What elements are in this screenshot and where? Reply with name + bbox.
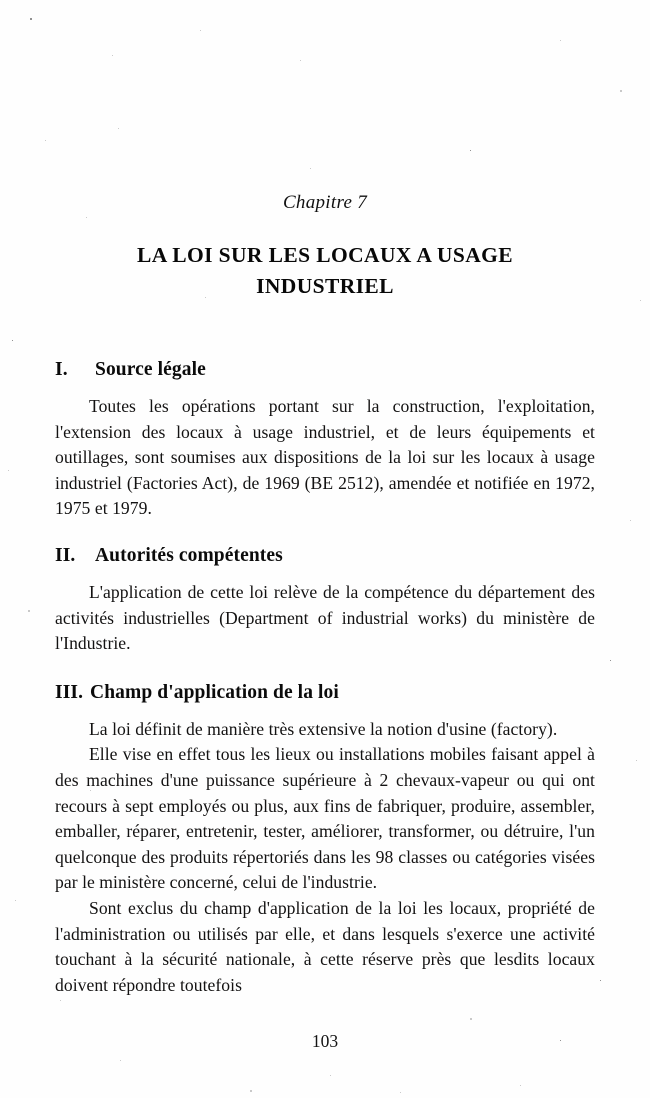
scan-speckle — [15, 900, 16, 901]
section-numeral-1: I. — [55, 359, 68, 381]
paragraph: Toutes les opérations portant sur la construction, l'exploitation, l'extension des locaux à usage industriel, et de leurs équipements et outillages, sont soumises aux dispositions de la loi sur les locaux à usage industriel (Factories Act), de 1969 (BE 2512), amendée et notifiée en 1972, 1975 et 1979. — [55, 396, 595, 519]
page-title-line-1: LA LOI SUR LES LOCAUX A USAGE — [136, 243, 513, 267]
scan-speckle — [400, 1092, 401, 1093]
page-number: 103 — [311, 1031, 339, 1051]
scan-speckle — [250, 1090, 252, 1092]
scan-speckle — [610, 660, 611, 661]
scan-speckle — [8, 470, 9, 471]
scan-speckle — [28, 610, 30, 612]
scan-speckle — [60, 1000, 61, 1001]
section-heading-3 — [55, 682, 595, 704]
section-numeral-2: II. — [55, 545, 76, 566]
paragraph: La loi définit de manière très extensive la notion d'usine (factory). — [89, 718, 558, 739]
section-numeral-3: III. — [55, 681, 84, 703]
scan-speckle — [620, 90, 622, 92]
scan-speckle — [330, 1075, 331, 1076]
paragraph: Sont exclus du champ d'application de la loi les locaux, propriété de l'administration ou utilisés par elle, et dans lesquels s'exerce une activité touchant à la sécurité nationale, à cette réserve près que lesdits locaux doivent répondre toutefois — [55, 897, 595, 995]
section-title-3: Champ d'application de la loi — [90, 681, 339, 703]
section-source-legale — [55, 359, 595, 522]
scan-speckle — [640, 300, 641, 301]
chapter-label: Chapitre 7 — [282, 192, 368, 213]
scan-speckle — [520, 1085, 521, 1086]
scan-speckle — [470, 1018, 472, 1020]
paragraph: Elle vise en effet tous les lieux ou installations mobiles faisant appel à des machines d'une puissance supérieure à 2 chevaux-vapeur ou qui ont recours à sept employés ou plus, aux fins de fabriquer, produire, assembler, emballer, réparer, entretenir, tester, améliorer, transformer, ou détruire, l'un quelconque des produits répertoriés dans les 98 classes ou catégories visées par le ministère concerné, celui de l'industrie. — [55, 744, 595, 893]
scan-speckle — [630, 520, 631, 521]
page-title — [55, 240, 595, 301]
paragraph: L'application de cette loi relève de la compétence du département des activités industrielles (Department of industrial works) du ministère de l'Industrie. — [55, 582, 595, 654]
page-content — [55, 0, 595, 998]
scan-speckle — [30, 18, 32, 20]
scan-speckle — [636, 760, 637, 761]
section-heading-2 — [55, 545, 595, 567]
scan-speckle — [120, 1060, 121, 1061]
section-title-2: Autorités compétentes — [95, 545, 283, 566]
scan-speckle — [12, 340, 13, 341]
scan-speckle — [45, 140, 46, 141]
section-title-1: Source légale — [95, 359, 206, 381]
section-champ-application — [55, 682, 595, 999]
scan-speckle — [600, 980, 601, 981]
section-heading-1 — [55, 359, 595, 381]
page-title-line-2: INDUSTRIEL — [256, 273, 394, 298]
section-autorites-competentes — [55, 545, 595, 657]
